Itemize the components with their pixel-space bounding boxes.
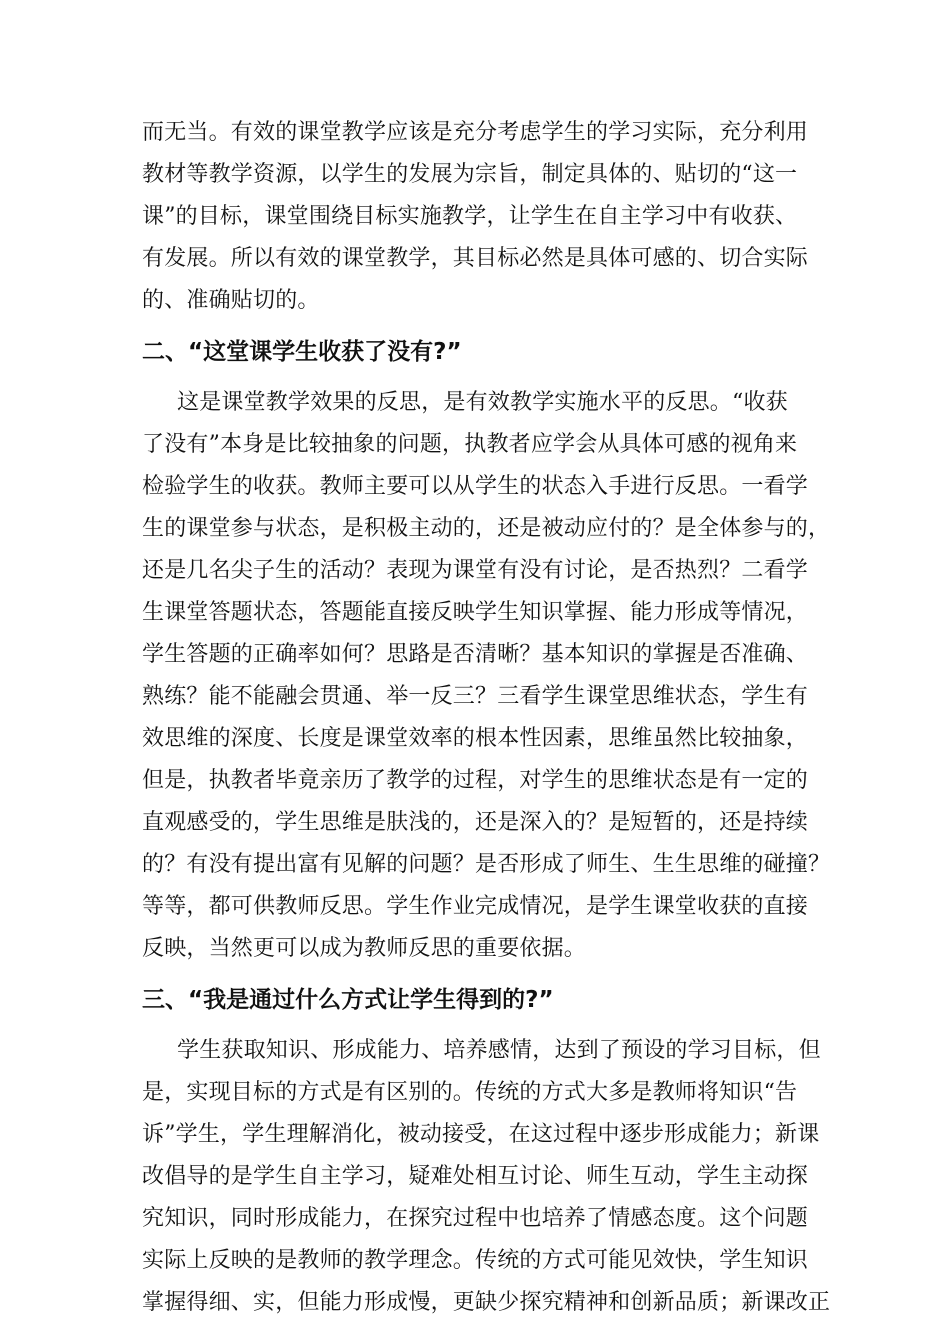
text-line: 掌握得细、实，但能力形成慢，更缺少探究精神和创新品质；新课改正 — [142, 1290, 831, 1315]
text-line: 熟练？能不能融会贯通、举一反三？三看学生课堂思维状态，学生有 — [142, 684, 809, 709]
text-line: 检验学生的收获。教师主要可以从学生的状态入手进行反思。一看学 — [142, 474, 809, 499]
text-line: 等等，都可供教师反思。学生作业完成情况，是学生课堂收获的直接 — [142, 894, 809, 919]
section-3-paragraph — [142, 1030, 831, 1324]
text-line: 效思维的深度、长度是课堂效率的根本性因素，思维虽然比较抽象， — [142, 726, 809, 751]
document-body — [142, 112, 831, 1324]
text-line: 但是，执教者毕竟亲历了教学的过程，对学生的思维状态是有一定的 — [142, 768, 809, 793]
text-line: 实际上反映的是教师的教学理念。传统的方式可能见效快，学生知识 — [142, 1248, 809, 1273]
text-line: 课”的目标，课堂围绕目标实施教学，让学生在自主学习中有收获、 — [142, 204, 798, 229]
text-line: 教材等教学资源，以学生的发展为宗旨，制定具体的、贴切的“这一 — [142, 162, 798, 187]
text-line: 而无当。有效的课堂教学应该是充分考虑学生的学习实际，充分利用 — [142, 120, 809, 145]
text-line: 究知识，同时形成能力，在探究过程中也培养了情感态度。这个问题 — [142, 1206, 809, 1231]
section-2-paragraph — [142, 382, 831, 970]
text-line: 这是课堂教学效果的反思，是有效教学实施水平的反思。“收获 — [177, 390, 788, 415]
text-line: 学生获取知识、形成能力、培养感情，达到了预设的学习目标，但 — [177, 1038, 821, 1063]
text-line: 学生答题的正确率如何？思路是否清晰？基本知识的掌握是否准确、 — [142, 642, 809, 667]
section-heading-3: 三、“我是通过什么方式让学生得到的?” — [142, 987, 554, 1013]
text-line: 了没有”本身是比较抽象的问题，执教者应学会从具体可感的视角来 — [142, 432, 798, 457]
text-line: 有发展。所以有效的课堂教学，其目标必然是具体可感的、切合实际 — [142, 246, 809, 271]
text-line: 生的课堂参与状态，是积极主动的，还是被动应付的？是全体参与的， — [142, 516, 831, 541]
text-line: 的、准确贴切的。 — [142, 288, 320, 313]
text-line: 的？有没有提出富有见解的问题？是否形成了师生、生生思维的碰撞？ — [142, 852, 831, 877]
text-line: 反映，当然更可以成为教师反思的重要依据。 — [142, 936, 587, 961]
text-line: 生课堂答题状态，答题能直接反映学生知识掌握、能力形成等情况， — [142, 600, 809, 625]
section-heading-2: 二、“这堂课学生收获了没有?” — [142, 339, 462, 365]
text-line: 诉”学生，学生理解消化，被动接受，在这过程中逐步形成能力；新课 — [142, 1122, 820, 1147]
text-line: 是，实现目标的方式是有区别的。传统的方式大多是教师将知识“告 — [142, 1080, 798, 1105]
intro-paragraph — [142, 112, 812, 322]
text-line: 还是几名尖子生的活动？表现为课堂有没有讨论，是否热烈？二看学 — [142, 558, 809, 583]
text-line: 直观感受的，学生思维是肤浅的，还是深入的？是短暂的，还是持续 — [142, 810, 809, 835]
text-line: 改倡导的是学生自主学习，疑难处相互讨论、师生互动，学生主动探 — [142, 1164, 809, 1189]
